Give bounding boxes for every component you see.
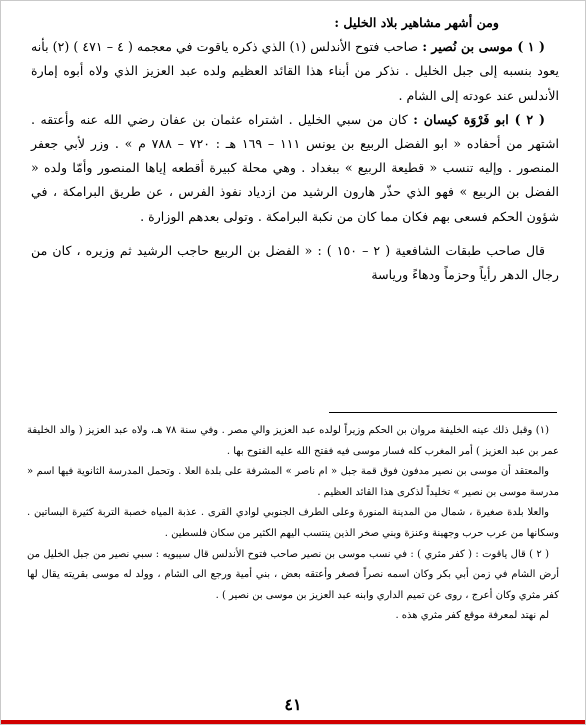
footnote-1-al-ula: والعلا بلدة صغيرة ، شمال من المدينة المنورة وعلى الطرف الجنوبي لوادي القرى . عذبة المياه خصبة التربة كثيرة البساتين . وسكانها من عرب حرب وجهينة وعنزة وبني صخر الذين ينتسب اليهم الكثير من سكان فلسطين .: [27, 507, 559, 539]
footnote-2-note: لم نهتد لمعرفة موقع كفر مثري هذه .: [395, 610, 549, 622]
main-text: [31, 11, 559, 287]
intro-line: ومن أشهر مشاهير بلاد الخليل :: [334, 15, 499, 30]
paragraph-text: صاحب فتوح الأندلس (١) الذي ذكره ياقوت في معجمه ( ٤ – ٤٧١ ) (٢) بأنه يعود بنسبه إلى جبل الخليل . نذكر من أبناء هذا القائد العظيم ولده عبد العزيز الذي ولاه أبوه إمارة الأندلس عند عودته إلى الشام .: [31, 39, 559, 103]
paragraph-label: ( ١ ) موسى بن نُصير :: [422, 39, 545, 55]
paragraph-text: كان من سبي الخليل . اشتراه عثمان بن عفان رضي الله عنه وأعتقه . اشتهر من أحفاده « ابو الفضل الربيع بن يونس ١١١ – ١٦٩ هـ : ٧٢٠ – ٧٨٨ م » . وزر لأبي جعفر المنصور . وإليه تنسب « قطيعة الربيع » ببغداد . وهي محلة كبيرة أقطعه إياها المنصور وأمّا ولده « الفضل بن الربيع » فهو الذي حذّر هارون الرشيد من ازدياد نفوذ الفرس ، عن طريق البرامكة ، في شؤون الحكم فسعى بهم فكان مما كان من نكبة البرامكة . وتولى بعدهم الوزارة .: [31, 111, 559, 224]
footnote-1-continued: والمعتقد أن موسى بن نصير مدفون فوق قمة جبل « ام ناصر » المشرفة على بلدة العلا . وتحمل المدرسة الثانوية فيها اسم « مدرسة موسى بن نصير » تخليداً لذكرى هذا القائد العظيم .: [27, 466, 559, 498]
footnotes: [27, 421, 559, 627]
paragraph-abu-farwa-kaysan: [31, 108, 559, 229]
paragraph-musa-bin-nusayr: [31, 35, 559, 108]
footnote-1: (١) وقبل ذلك عينه الخليفة مروان بن الحكم وزيراً لولده عبد العزيز والي مصر . وفي سنة ٧٨ هـ، ولاه عبد العزيز ( والد الخليفة عمر بن عبد العزيز ) أمر المغرب كله فسار موسى فيه ففتح الله عليه الفتوح بها .: [27, 425, 559, 457]
paragraph-label: ( ٢ ) ابو فَرْوَة كيسان :: [413, 111, 545, 127]
footnote-2: ( ٢ ) قال ياقوت : ( كفر مثري ) : في نسب موسى بن نصير صاحب فتوح الأندلس قال سيبويه : سبي نصير من جبل الخليل من أرض الشام في زمن أبي بكر وكان اسمه نصراً فصغر وأعتقه بعض ، بني أمية ورجع الى الشام ، وولد له موسى بقريته يقال لها كفر مثري وكان أعرج ، روى عن تميم الداري وابنه عبد العزيز بن موسى بن نصير ) .: [27, 548, 559, 601]
bottom-border-line: [1, 720, 585, 724]
footnote-separator: [329, 412, 557, 413]
quote-paragraph: قال صاحب طبقات الشافعية ( ٢ – ١٥٠ ) : « الفضل بن الربيع حاجب الرشيد ثم وزيره ، كان من رجال الدهر رأياً وحزماً ودهاءً ورياسة: [31, 242, 559, 283]
page-number: ٤١: [284, 695, 302, 714]
